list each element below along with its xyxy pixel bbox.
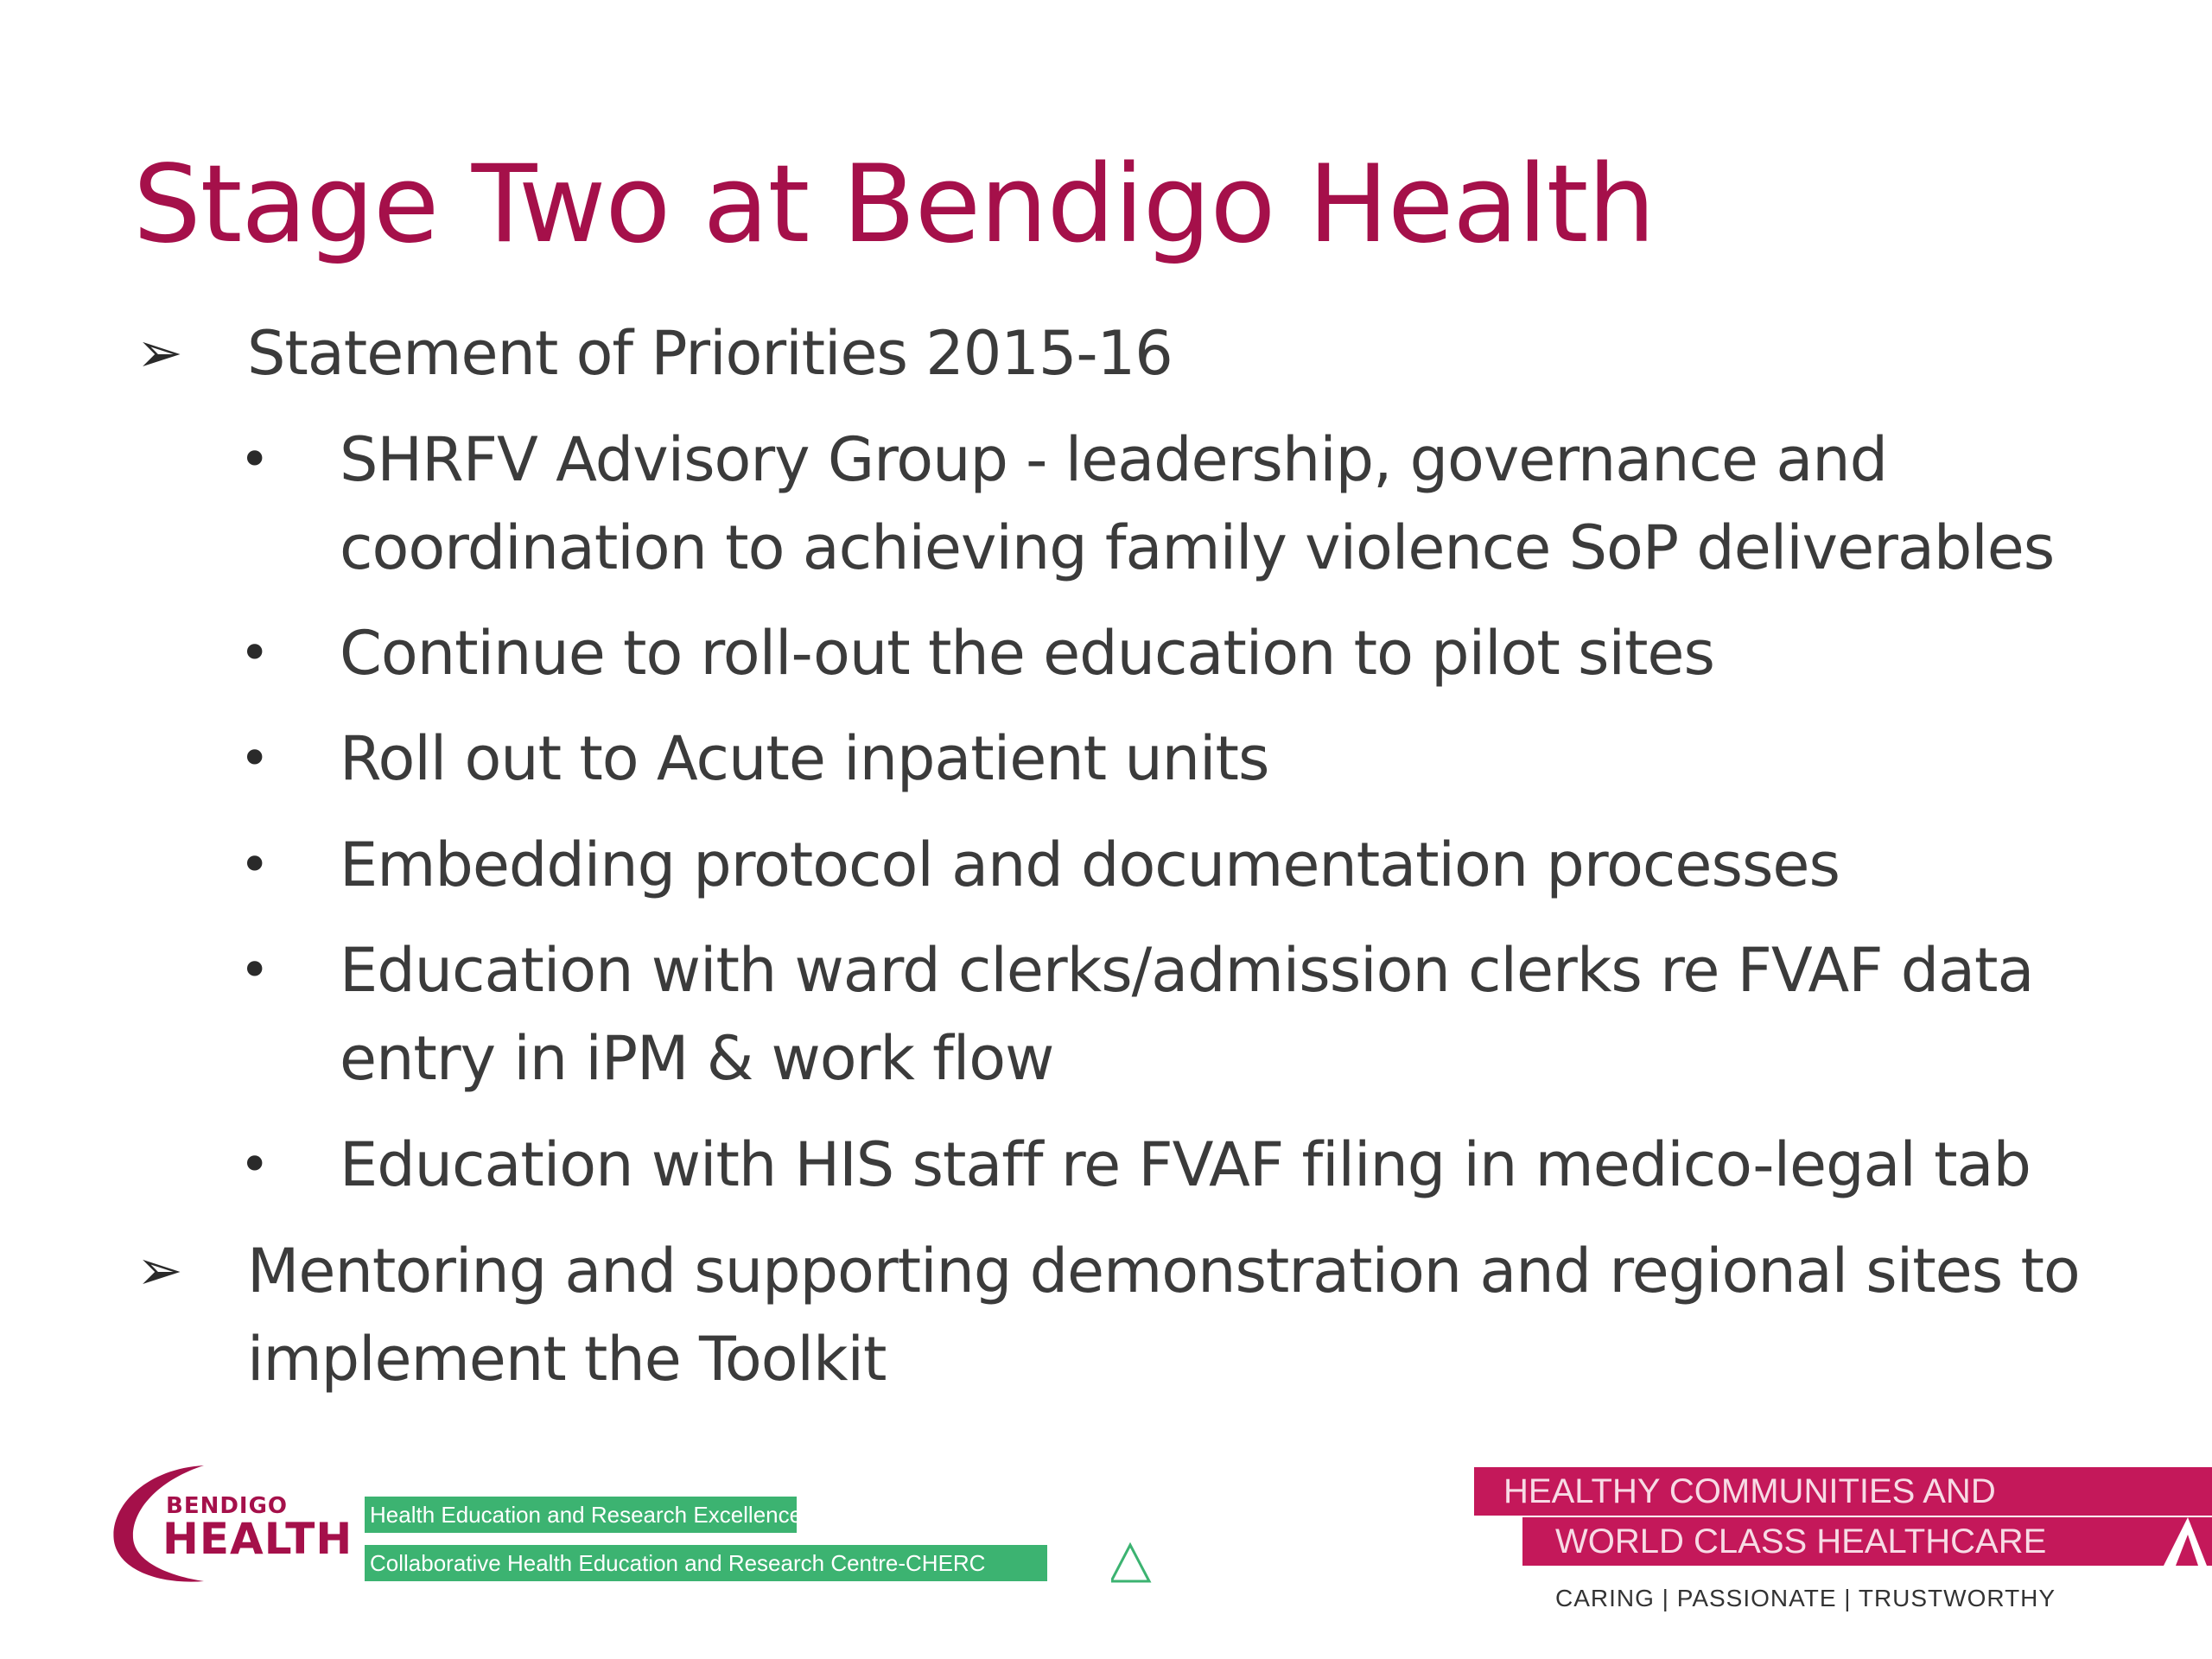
dot-bullet-icon: • <box>239 623 270 683</box>
tagline-triangle-icon <box>2164 1517 2207 1566</box>
dot-bullet-icon: • <box>239 429 270 490</box>
dot-bullet-icon: • <box>239 835 270 895</box>
bullet-line: Mentoring and supporting demonstration and regional sites to <box>247 1236 2080 1306</box>
cherc-label: Collaborative Health Education and Research Centre-CHERC <box>365 1545 1047 1581</box>
sub-bullet-line: coordination to achieving family violence SoP deliverables <box>340 512 2055 583</box>
sub-bullet-text: Roll out to Acute inpatient units <box>340 723 1269 794</box>
sub-bullet-text: Embedding protocol and documentation processes <box>340 830 1840 900</box>
brand-values: CARING | PASSIONATE | TRUSTWORTHY <box>1555 1585 2056 1611</box>
bendigo-health-logo <box>109 1457 1077 1586</box>
sub-bullet-text: Education with HIS staff re FVAF filing in medico-legal tab <box>340 1129 2031 1200</box>
sub-bullet-text <box>340 926 2212 1103</box>
logo-text-health: HEALTH <box>162 1514 353 1564</box>
dot-bullet-icon: • <box>239 728 270 789</box>
logo-text-bendigo: BENDIGO <box>166 1493 289 1519</box>
arrow-bullet-icon: ➢ <box>137 321 182 385</box>
cherc-triangle-icon <box>1111 1541 1163 1583</box>
tagline-line-2: WORLD CLASS HEALTHCARE <box>1522 1517 2212 1566</box>
bullet-text: Statement of Priorities 2015-16 <box>247 318 1173 389</box>
bullet-text <box>247 1227 2212 1403</box>
dot-bullet-icon: • <box>239 1135 270 1195</box>
sub-bullet-text: Continue to roll-out the education to pilot sites <box>340 618 1714 689</box>
slide-title: Stage Two at Bendigo Health <box>133 143 1655 267</box>
sub-bullet-line: Education with ward clerks/admission clerks re FVAF data <box>340 935 2034 1006</box>
dot-bullet-icon: • <box>239 940 270 1001</box>
brand-tagline <box>1474 1467 2212 1611</box>
sub-bullet-text <box>340 416 2212 592</box>
sub-bullet-line: SHRFV Advisory Group - leadership, governance and <box>340 424 1888 495</box>
sub-bullet-line: entry in iPM & work flow <box>340 1023 1054 1094</box>
tagline-line-1: HEALTHY COMMUNITIES AND <box>1474 1467 2212 1516</box>
arrow-bullet-icon: ➢ <box>137 1239 182 1303</box>
bullet-line: implement the Toolkit <box>247 1324 887 1395</box>
herx-label: Health Education and Research Excellence <box>365 1497 797 1533</box>
